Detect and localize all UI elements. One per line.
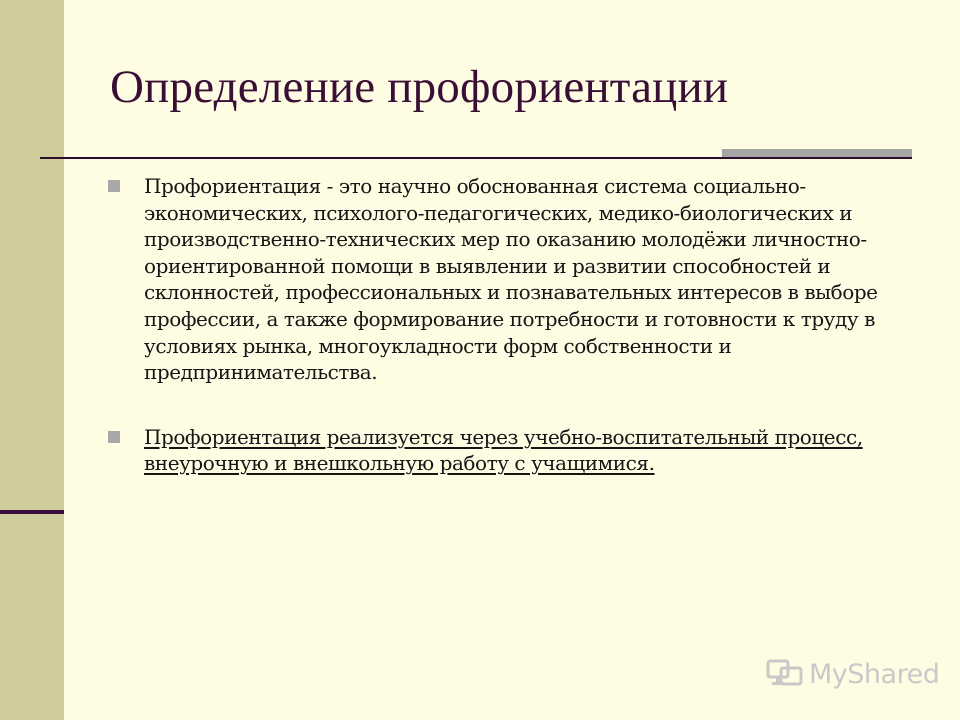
- bullet-text: Профориентация - это научно обоснованная система социально-экономических, психолого-педагогических, медико-биологических и производственно-технических мер по оказанию молодёжи личностно-ориентированной помощи в выявлении и развитии способностей и склонностей, профессиональных и познавательных интересов в выборе профессии, а также формирование потребности и готовности к труду в условиях рынка, многоукладности форм собственности и предпринимательства.: [144, 174, 878, 385]
- title-rule-accent: [722, 149, 912, 157]
- bullet-list: [108, 173, 918, 477]
- title-rule: [40, 157, 912, 159]
- myshared-logo-icon: [766, 658, 806, 690]
- bullet-item-implementation: [108, 424, 918, 477]
- bullet-text: Профориентация реализуется через учебно-воспитательный процесс, внеурочную и внешкольную работу с учащимися.: [144, 424, 863, 476]
- square-bullet-icon: [108, 431, 120, 443]
- square-bullet-icon: [108, 180, 120, 192]
- bullet-item-definition: [108, 173, 918, 386]
- watermark-text: MyShared: [809, 658, 940, 690]
- slide-title: Определение профориентации: [110, 61, 729, 113]
- myshared-watermark: [766, 656, 939, 692]
- side-band: [0, 0, 64, 720]
- side-band-accent: [0, 510, 64, 514]
